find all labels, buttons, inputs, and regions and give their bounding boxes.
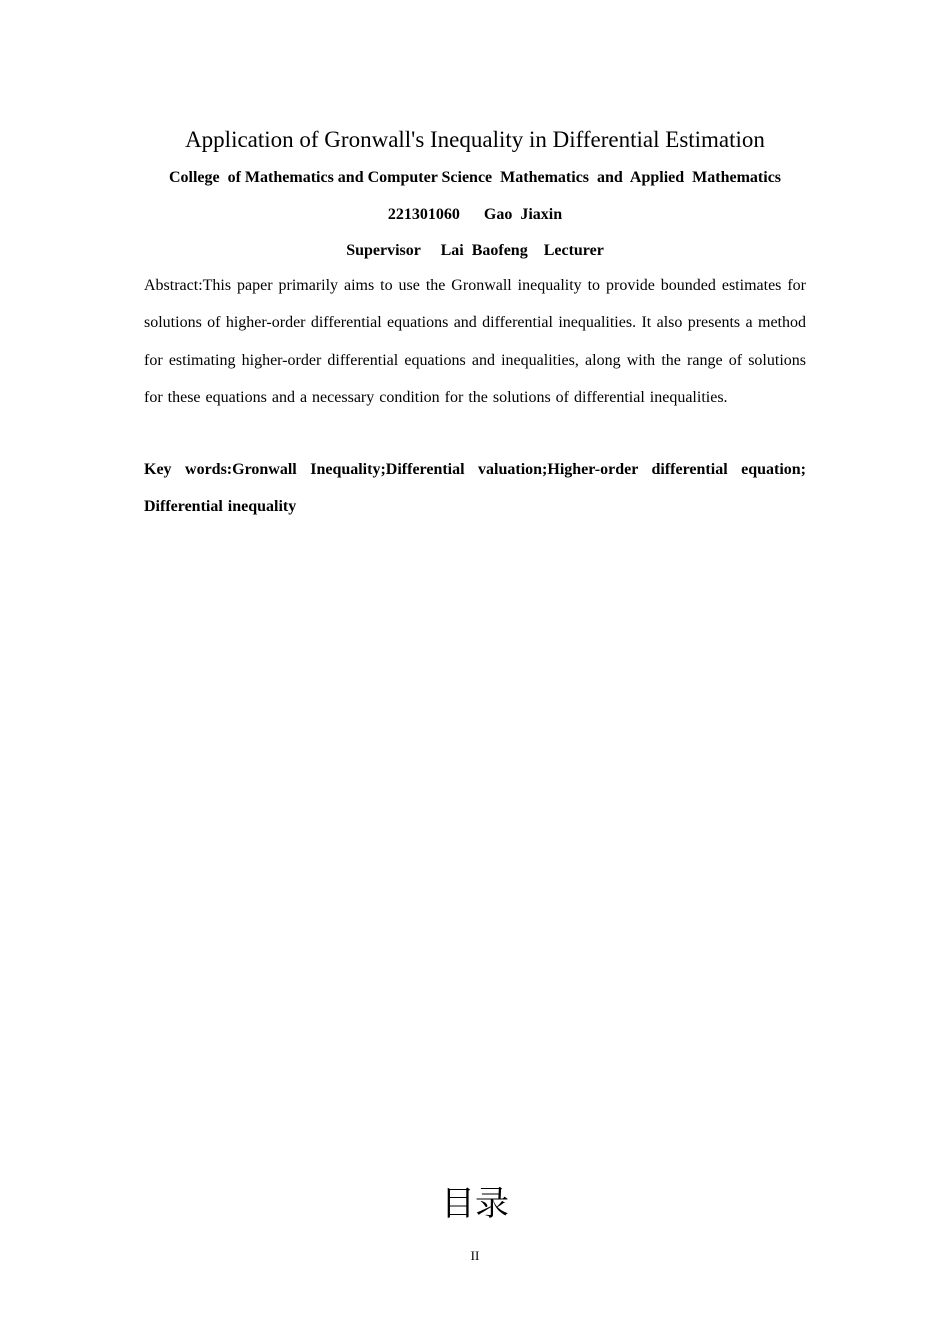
- page-number: II: [470, 1248, 480, 1263]
- abstract-paragraph: [144, 267, 806, 416]
- keywords-label: Key words:: [144, 461, 233, 478]
- supervisor-line: Supervisor Lai Baofeng Lecturer: [346, 242, 604, 259]
- student-id-name-line: 221301060 Gao Jiaxin: [387, 206, 563, 223]
- college-major-line: College of Mathematics and Computer Science Mathematics and Applied Mathematics: [168, 169, 782, 186]
- table-of-contents-heading: 目录: [441, 1184, 509, 1224]
- abstract-text: This paper primarily aims to use the Gronwall inequality to provide bounded estimates for solutions of higher-order differential equations and differential inequalities. It also presents a method for estimating higher-order differential equations and inequalities, along with the range of solutions for these equations and a necessary condition for the solutions of differential inequalities.: [144, 277, 806, 406]
- abstract-label: Abstract:: [144, 277, 203, 294]
- paper-title: Application of Gronwall's Inequality in Differential Estimation: [185, 127, 765, 152]
- keywords-text: Gronwall Inequality;Differential valuation;Higher-order differential equation; Differential inequality: [144, 461, 807, 516]
- keywords-paragraph: [144, 451, 806, 526]
